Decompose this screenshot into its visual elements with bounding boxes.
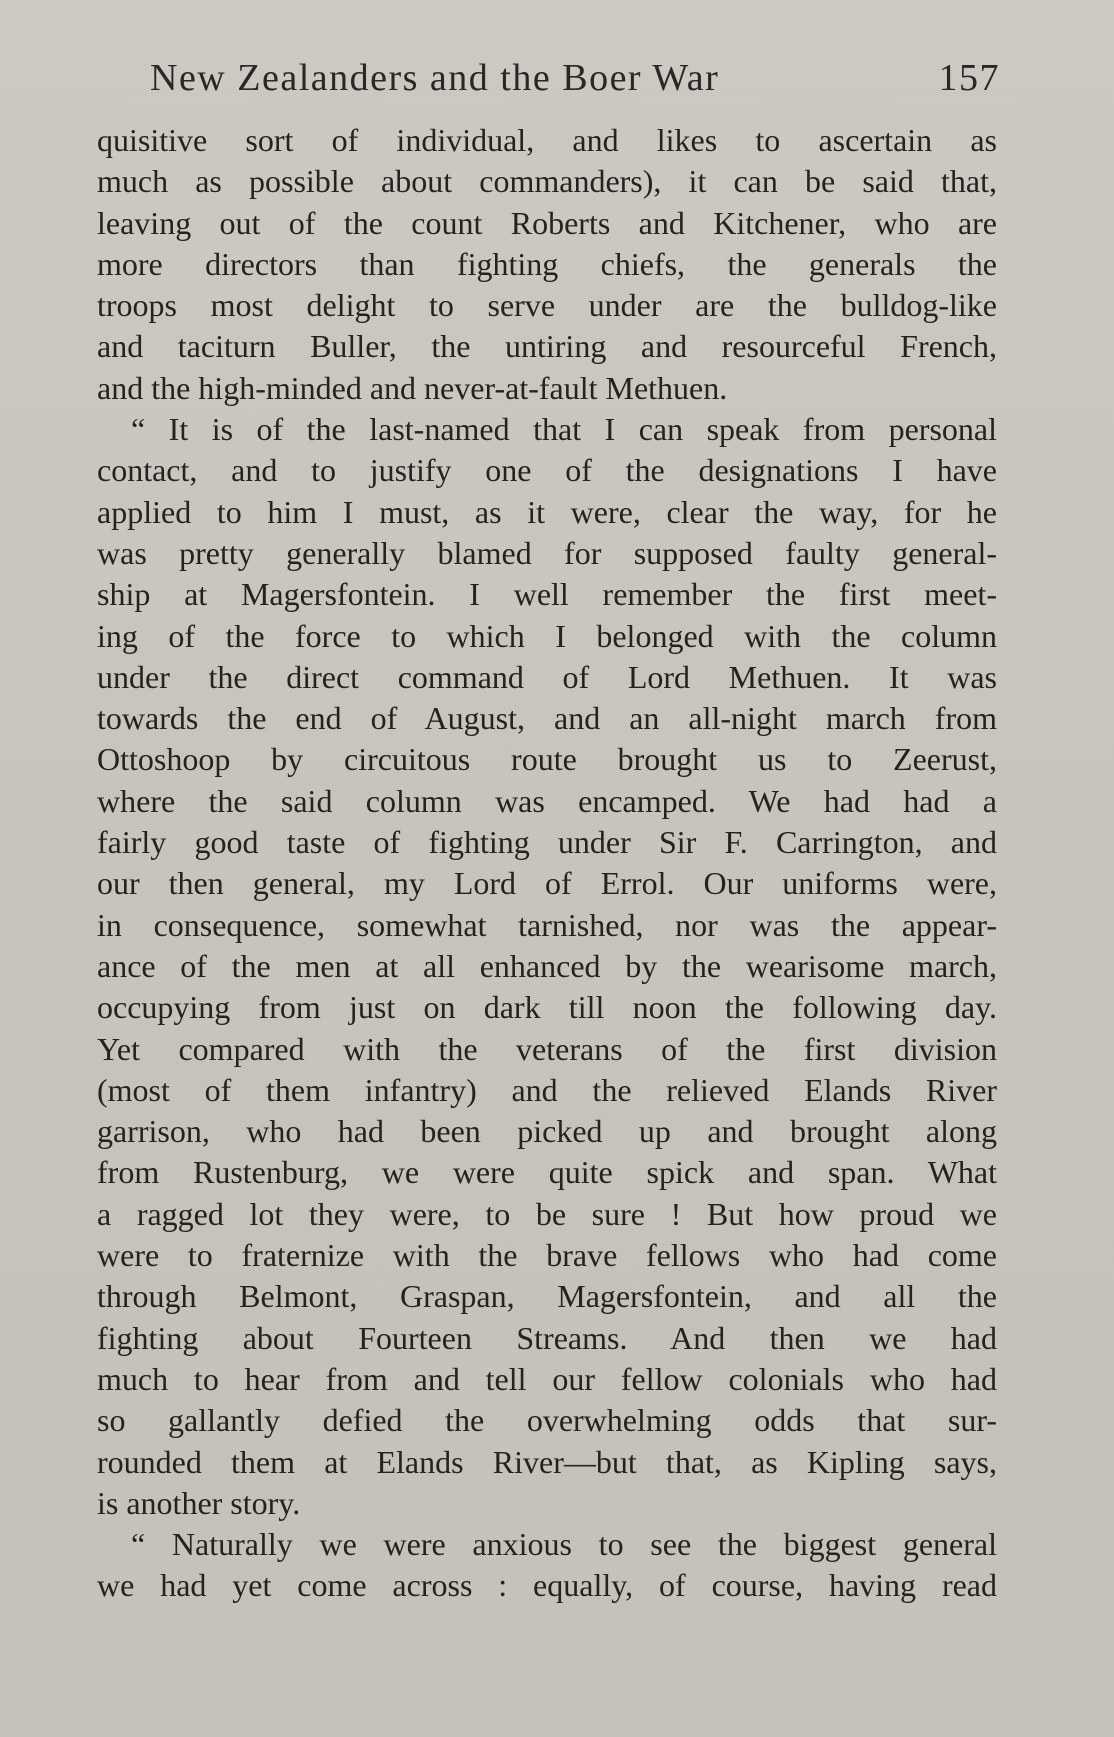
running-head [150,52,1000,104]
text-line: occupying from just on dark till noon the following day. [97,989,997,1026]
text-line: applied to him I must, as it were, clear the way, for he [97,493,997,530]
text-line: our then general, my Lord of Errol. Our uniforms were, [97,865,997,902]
text-line: garrison, who had been picked up and brought along [97,1113,997,1150]
text-line: in consequence, somewhat tarnished, nor was the appear- [97,906,997,943]
body-text [97,120,997,1607]
text-line: quisitive sort of individual, and likes to ascertain as [97,122,997,158]
text-line: more directors than fighting chiefs, the generals the [97,245,997,282]
text-line: troops most delight to serve under are the bulldog-like [97,287,997,324]
text-line: we had yet come across : equally, of course, having read [97,1567,997,1604]
text-line: leaving out of the count Roberts and Kitchener, who are [97,204,997,241]
text-line: fighting about Fourteen Streams. And then we had [97,1319,997,1356]
text-line: towards the end of August, and an all-night march from [97,700,997,737]
text-line: through Belmont, Graspan, Magersfontein, and all the [97,1278,997,1315]
text-line: and the high-minded and never-at-fault Methuen. [97,369,728,406]
paragraph-start-line: “ Naturally we were anxious to see the biggest general [131,1526,997,1563]
text-line: Yet compared with the veterans of the first division [97,1030,997,1067]
text-line: was pretty generally blamed for supposed faulty general- [97,534,997,571]
text-line: ance of the men at all enhanced by the wearisome march, [97,947,997,984]
text-line: under the direct command of Lord Methuen. It was [97,658,997,695]
text-line: Ottoshoop by circuitous route brought us to Zeerust, [97,741,997,778]
text-line: ship at Magersfontein. I well remember the first meet- [97,576,997,613]
page-number: 157 [938,57,1000,99]
running-title: New Zealanders and the Boer War [150,57,720,99]
text-line: rounded them at Elands River—but that, as Kipling says, [97,1443,997,1480]
text-line: a ragged lot they were, to be sure ! But how proud we [97,1195,997,1232]
text-line: so gallantly defied the overwhelming odds that sur- [97,1402,997,1439]
text-line: much as possible about commanders), it can be said that, [97,163,997,200]
text-line: fairly good taste of fighting under Sir F. Carrington, and [97,824,997,861]
paragraph-start-line: “ It is of the last-named that I can speak from personal [131,411,997,448]
text-line: were to fraternize with the brave fellows who had come [97,1237,997,1274]
text-line: is another story. [97,1484,301,1521]
text-line: where the said column was encamped. We had had a [97,782,997,819]
text-line: ing of the force to which I belonged with the column [97,617,997,654]
text-line: and taciturn Buller, the untiring and resourceful French, [97,328,997,365]
text-line: contact, and to justify one of the designations I have [97,452,997,489]
text-line: from Rustenburg, we were quite spick and span. What [97,1154,997,1191]
text-line: much to hear from and tell our fellow colonials who had [97,1360,997,1397]
text-line: (most of them infantry) and the relieved Elands River [97,1071,997,1108]
